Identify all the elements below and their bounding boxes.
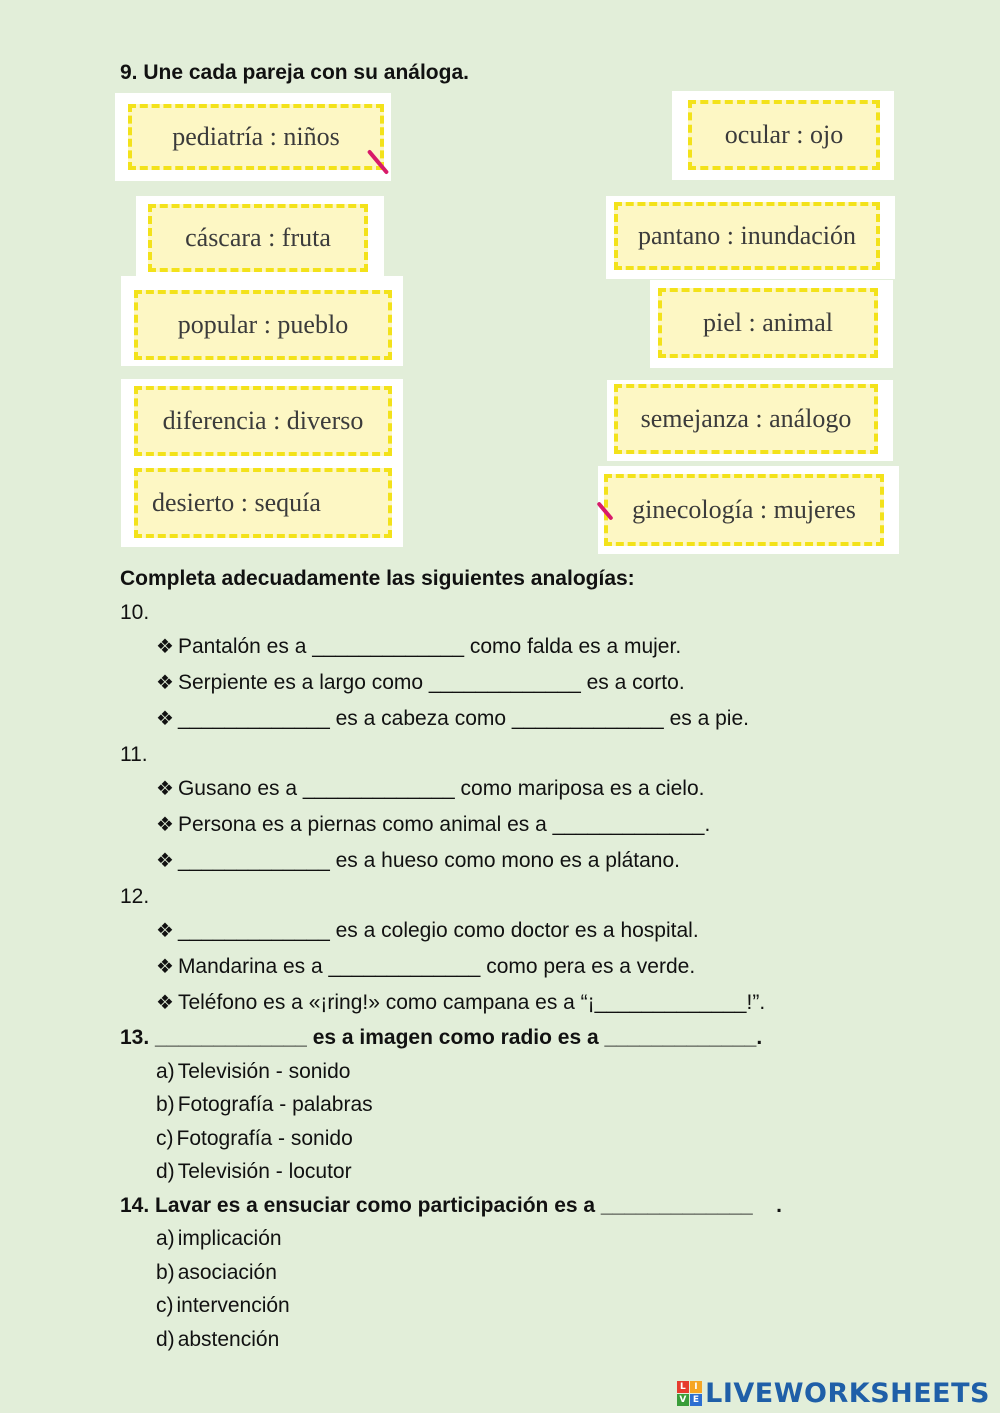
q12-line-3: ❖ Teléfono es a «¡ring!» como campana es a “¡_____________!”. <box>156 991 766 1014</box>
q11-line-1: ❖ Gusano es a _____________ como mariposa es a cielo. <box>156 777 705 800</box>
card-left-3[interactable]: popular : pueblo <box>134 290 392 360</box>
card-right-4[interactable]: semejanza : análogo <box>614 384 878 454</box>
answer-blank[interactable]: _____________ <box>600 1194 753 1217</box>
answer-blank[interactable]: _____________ <box>177 919 330 942</box>
q9-title: 9. Une cada pareja con su análoga. <box>120 61 469 84</box>
bullet-icon: ❖ <box>156 992 174 1014</box>
q13-option-a[interactable]: a) Televisión - sonido <box>156 1060 351 1083</box>
q12-number: 12. <box>120 885 150 908</box>
answer-blank[interactable]: _____________ <box>177 707 330 730</box>
bullet-icon: ❖ <box>156 672 174 694</box>
answer-blank[interactable]: _____________ <box>594 991 747 1014</box>
q10-line-2: ❖ Serpiente es a largo como _____________ es a corto. <box>156 671 685 694</box>
bullet-icon: ❖ <box>156 778 174 800</box>
q14-option-a[interactable]: a) implicación <box>156 1227 282 1250</box>
q11-number: 11. <box>120 743 148 766</box>
answer-blank[interactable]: _____________ <box>155 1026 307 1049</box>
logo-badge-icon: L I V E <box>677 1381 702 1406</box>
section-title: Completa adecuadamente las siguientes analogías: <box>120 567 635 590</box>
card-left-2[interactable]: cáscara : fruta <box>148 204 368 272</box>
q13-option-b[interactable]: b) Fotografía - palabras <box>156 1093 373 1116</box>
card-right-2[interactable]: pantano : inundación <box>614 202 880 270</box>
q13-option-c[interactable]: c) Fotografía - sonido <box>156 1127 353 1150</box>
answer-blank[interactable]: _____________ <box>511 707 664 730</box>
answer-blank[interactable]: _____________ <box>328 955 481 978</box>
q14-option-d[interactable]: d) abstención <box>156 1328 280 1351</box>
liveworksheets-logo <box>677 1378 990 1409</box>
answer-blank[interactable]: _____________ <box>177 849 330 872</box>
card-right-5[interactable]: ginecología : mujeres <box>604 474 884 546</box>
q12-line-1: ❖ _____________ es a colegio como doctor es a hospital. <box>156 919 699 942</box>
answer-blank[interactable]: _____________ <box>302 777 455 800</box>
card-right-3[interactable]: piel : animal <box>658 288 878 358</box>
bullet-icon: ❖ <box>156 814 174 836</box>
card-left-1[interactable]: pediatría : niños <box>128 104 384 170</box>
q14-option-b[interactable]: b) asociación <box>156 1261 277 1284</box>
bullet-icon: ❖ <box>156 956 174 978</box>
card-right-1[interactable]: ocular : ojo <box>688 100 880 170</box>
q10-number: 10. <box>120 601 150 624</box>
answer-blank[interactable]: _____________ <box>552 813 705 836</box>
bullet-icon: ❖ <box>156 850 174 872</box>
bullet-icon: ❖ <box>156 920 174 942</box>
answer-blank[interactable]: _____________ <box>604 1026 757 1049</box>
bullet-icon: ❖ <box>156 708 174 730</box>
logo-text: LIVEWORKSHEETS <box>705 1378 990 1409</box>
answer-blank[interactable]: _____________ <box>312 635 465 658</box>
card-left-4[interactable]: diferencia : diverso <box>134 386 392 456</box>
bullet-icon: ❖ <box>156 636 174 658</box>
q11-line-3: ❖ _____________ es a hueso como mono es a plátano. <box>156 849 681 872</box>
q10-line-3: ❖ _____________ es a cabeza como _____________ es a pie. <box>156 707 749 730</box>
answer-blank[interactable]: _____________ <box>428 671 581 694</box>
q12-line-2: ❖ Mandarina es a _____________ como pera es a verde. <box>156 955 696 978</box>
q13-option-d[interactable]: d) Televisión - locutor <box>156 1160 352 1183</box>
q13-stem: 13. _____________ es a imagen como radio es a _____________. <box>120 1026 763 1049</box>
q14-option-c[interactable]: c) intervención <box>156 1294 290 1317</box>
q11-line-2: ❖ Persona es a piernas como animal es a _____________. <box>156 813 711 836</box>
q14-stem: 14. Lavar es a ensuciar como participación es a _____________ . <box>120 1194 782 1217</box>
card-left-5[interactable]: desierto : sequía <box>134 468 392 538</box>
q10-line-1: ❖ Pantalón es a _____________ como falda es a mujer. <box>156 635 682 658</box>
